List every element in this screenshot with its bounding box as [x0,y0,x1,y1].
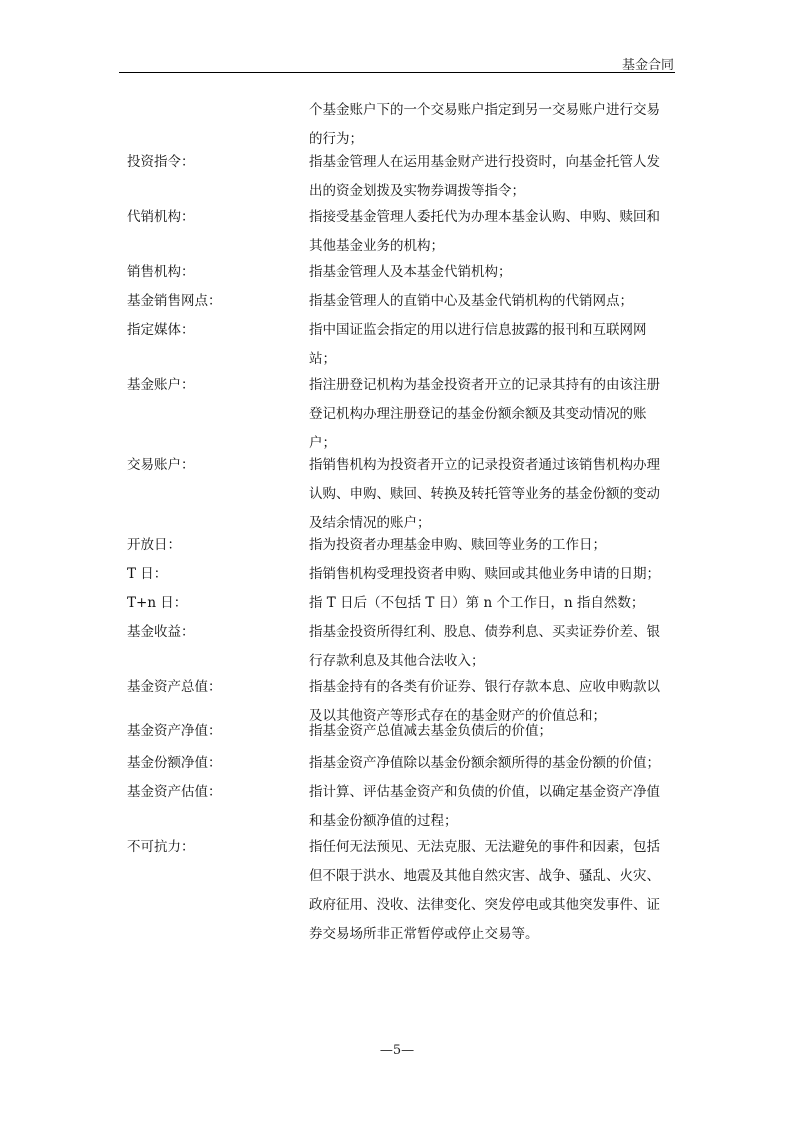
header-divider [119,72,675,73]
definition-line: 指销售机构为投资者开立的记录投资者通过该销售机构办理 [309,457,660,473]
definition-line: 指基金管理人及本基金代销机构； [309,264,512,280]
definition-line: 站； [309,351,336,367]
definition-term: 开放日： [127,537,181,553]
definition-term: 指定媒体： [127,322,195,338]
definition-line: 指为投资者办理基金申购、赎回等业务的工作日； [309,537,606,553]
definition-term: 基金资产估值： [127,784,222,800]
definition-text [309,451,660,538]
definition-term: T+n 日： [127,595,188,611]
definition-term: 基金收益： [127,624,195,640]
definition-line: 指计算、评估基金资产和负债的价值，以确定基金资产净值 [309,784,660,800]
definition-text [309,833,660,949]
definition-line: 行存款利息及其他合法收入； [309,653,485,669]
page-header-title: 基金合同 [621,58,674,73]
page-number: —5— [379,1043,415,1058]
definition-line: 但不限于洪水、地震及其他自然灾害、战争、骚乱、火灾、 [309,868,660,884]
definition-term: T 日： [127,566,168,582]
definition-line: 政府征用、没收、法律变化、突发停电或其他突发事件、证 [309,897,660,913]
definition-line: 其他基金业务的机构； [309,238,444,254]
definition-term: 基金份额净值： [127,755,222,771]
definition-line: 指中国证监会指定的用以进行信息披露的报刊和互联网网 [309,322,647,338]
definition-line: 指基金管理人的直销中心及基金代销机构的代销网点； [309,293,633,309]
definition-text [309,148,660,206]
definition-line: 指销售机构受理投资者申购、赎回或其他业务申请的日期； [309,566,660,582]
definition-line: 指基金资产总值减去基金负债后的价值； [309,723,552,739]
definition-line: 的行为； [309,131,363,147]
definition-text [309,589,644,618]
definition-line: 出的资金划拨及实物券调拨等指令； [309,183,525,199]
definition-line: 及结余情况的账户； [309,515,431,531]
definition-line: 指基金持有的各类有价证券、银行存款本息、应收申购款以 [309,679,660,695]
definition-text [309,258,512,287]
definition-text [309,531,606,560]
definition-text [309,778,660,836]
definition-term: 交易账户： [127,457,195,473]
definition-line: 个基金账户下的一个交易账户指定到另一交易账户进行交易 [309,102,660,118]
definition-text [309,560,660,589]
definition-line: 登记机构办理注册登记的基金份额余额及其变动情况的账 [309,406,647,422]
definition-term: 基金资产总值： [127,679,222,695]
definition-term: 代销机构： [127,209,195,225]
definition-line: 认购、申购、赎回、转换及转托管等业务的基金份额的变动 [309,486,660,502]
definition-text [309,749,660,778]
definition-term: 基金销售网点： [127,293,222,309]
definition-term: 不可抗力： [127,839,195,855]
definition-term: 基金账户： [127,377,195,393]
definition-line: 及以其他资产等形式存在的基金财产的价值总和； [309,708,606,724]
definition-line: 指注册登记机构为基金投资者开立的记录其持有的由该注册 [309,377,660,393]
definition-text [309,316,647,374]
definition-line: 指基金投资所得红利、股息、债券利息、买卖证券价差、银 [309,624,660,640]
definition-term: 销售机构： [127,264,195,280]
definition-text [309,287,633,316]
definition-line: 券交易场所非正常暂停或停止交易等。 [309,926,539,942]
definition-line: 指接受基金管理人委托代为办理本基金认购、申购、赎回和 [309,209,660,225]
definition-line: 指基金管理人在运用基金财产进行投资时，向基金托管人发 [309,154,660,170]
definition-term: 基金资产净值： [127,723,222,739]
definition-line: 指 T 日后（不包括 T 日）第 n 个工作日，n 指自然数； [309,595,645,611]
definition-term: 投资指令： [127,154,195,170]
definition-text [309,203,660,261]
definition-line: 指任何无法预见、无法克服、无法避免的事件和因素，包括 [309,839,660,855]
definition-text [309,371,660,458]
definition-line: 户； [309,435,336,451]
definition-text [309,717,552,746]
definition-line: 指基金资产净值除以基金份额余额所得的基金份额的价值； [309,755,660,771]
definition-text [309,96,660,154]
definition-text [309,618,660,676]
definition-line: 和基金份额净值的过程； [309,813,458,829]
